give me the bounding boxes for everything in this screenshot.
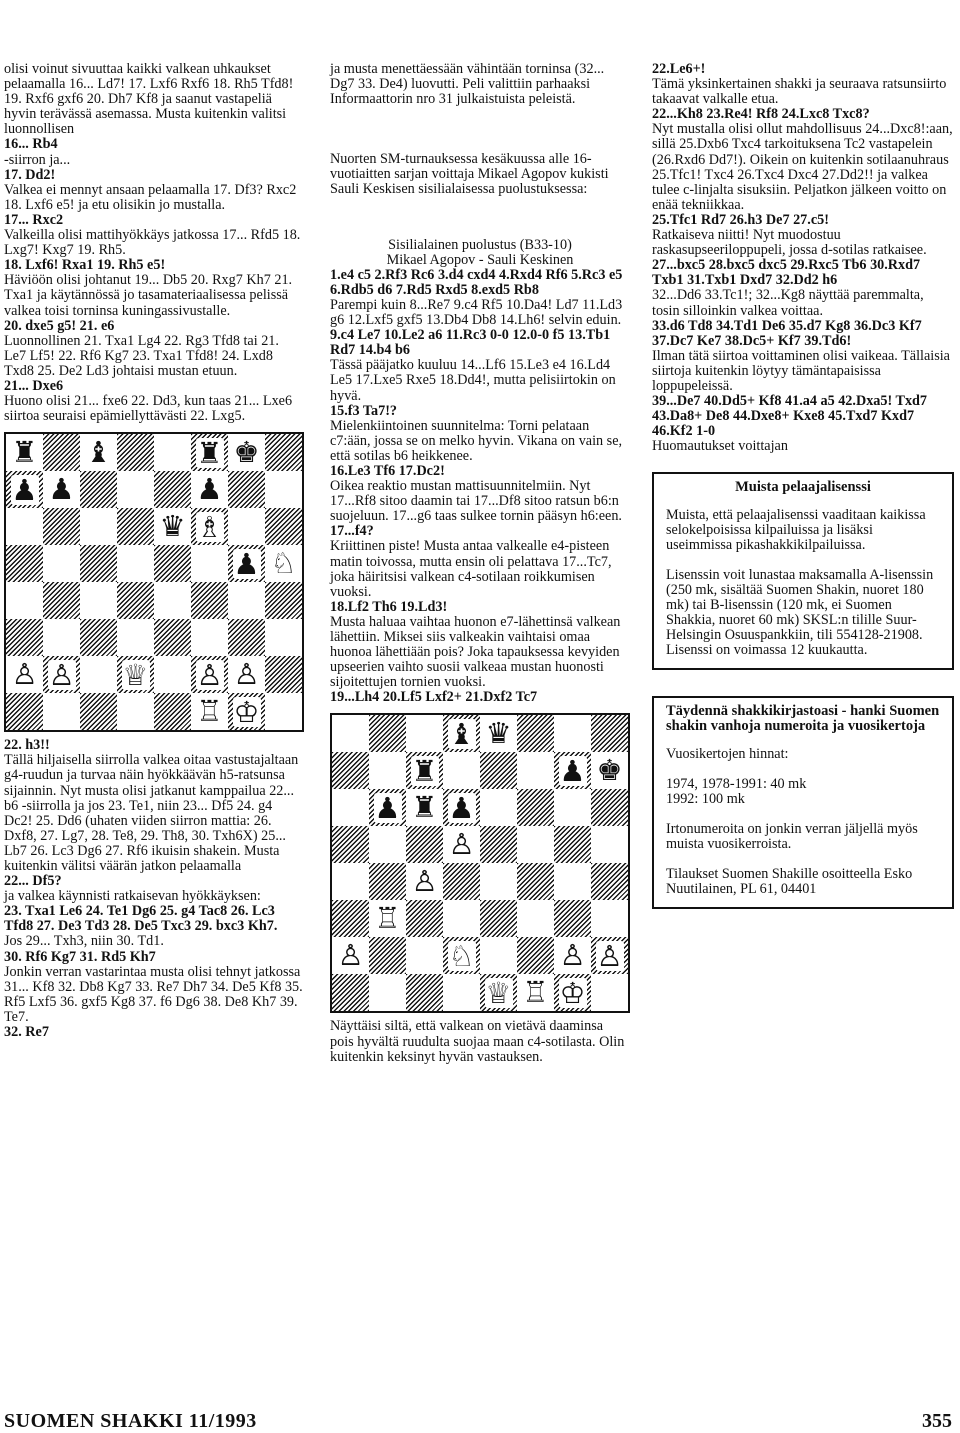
board-square — [265, 619, 302, 656]
board-square — [191, 582, 228, 619]
board-square — [80, 545, 117, 582]
chess-piece: ♙ — [233, 657, 260, 692]
board-square — [265, 508, 302, 545]
board-square — [6, 471, 43, 508]
board-square — [43, 471, 80, 508]
board-square — [591, 715, 628, 752]
board-square — [117, 545, 154, 582]
board-square — [406, 937, 443, 974]
paragraph: Nyt mustalla olisi ollut mahdollisuus 24...Dxc8!:aan, sillä 25.Dxb6 Txc4 tarkoituksena Tc2 vastapelein (26.Rxd6 Dd7!). Oikein on kuitenkin sotilaanuhraus 25.Tfc1! Txc4 26.Txc4 Dxc4 27.Dd2!! ja valkea tulee c-linjalta sisuksiin. Peljatkon jälkeen voitto on enää tekniikkaa. — [652, 121, 953, 213]
board-square — [332, 974, 369, 1011]
paragraph: Tässä pääjatko kuuluu 14...Lf6 15.Le3 e4 16.Ld4 Le5 17.Lxe5 Rxe5 18.Dd4!, mutta pelisiirtokin on hyvä. — [330, 357, 616, 404]
chess-piece: ♗ — [196, 509, 223, 544]
board-square — [265, 545, 302, 582]
board-square — [369, 863, 406, 900]
chess-piece: ♝ — [85, 435, 112, 470]
paragraph: Ratkaiseva niitti! Nyt muodostuu raskasupseeriloppupeli, jossa d-sotilas ratkaisee. — [652, 227, 927, 259]
board-square — [80, 471, 117, 508]
board-square — [228, 545, 265, 582]
move-line: 16.Le3 Tf6 17.Dc2! — [330, 462, 445, 479]
move-line: 21... Dxe6 — [4, 377, 64, 394]
board-square — [480, 900, 517, 937]
board-square — [480, 789, 517, 826]
board-square — [191, 619, 228, 656]
board-square — [117, 434, 154, 471]
board-square — [443, 715, 480, 752]
board-square — [154, 693, 191, 730]
paragraph: Valkeilla olisi mattihyökkäys jatkossa 17... Rfd5 18. Lxg7! Kxg7 19. Rh5. — [4, 227, 301, 259]
board-square — [43, 582, 80, 619]
move-line: 16... Rb4 — [4, 136, 58, 153]
board-square — [369, 900, 406, 937]
board-square — [43, 508, 80, 545]
board-square — [265, 693, 302, 730]
price-line: 1974, 1978-1991: 40 mk — [666, 775, 807, 792]
move-line: 15.f3 Ta7!? — [330, 402, 398, 419]
board-square — [332, 826, 369, 863]
game-opening: Sisilialainen puolustus (B33-10) — [388, 236, 572, 253]
board-square — [369, 715, 406, 752]
page-number: 355 — [922, 1410, 952, 1432]
paragraph: Parempi kuin 8...Re7 9.c4 Rf5 10.Da4! Ld7 11.Ld3 g6 12.Lxf5 gxf5 13.Db4 Db8 14.Lh6! selvin eduin. — [330, 296, 623, 329]
board-square — [443, 937, 480, 974]
chess-piece: ♟ — [11, 472, 38, 507]
board-square — [265, 582, 302, 619]
board-square — [191, 545, 228, 582]
board-square — [191, 471, 228, 508]
board-square — [6, 619, 43, 656]
paragraph: Irtonumeroita on jonkin verran jäljellä myös muista vuosikerroista. — [666, 820, 918, 852]
board-square — [332, 715, 369, 752]
board-square — [554, 974, 591, 1011]
chess-piece: ♙ — [448, 827, 475, 862]
board-square — [554, 752, 591, 789]
chess-piece: ♕ — [485, 975, 512, 1010]
board-square — [332, 752, 369, 789]
board-square — [517, 752, 554, 789]
move-line: 22.Le6+! — [652, 61, 706, 77]
paragraph: Tilaukset Suomen Shakille osoitteella Esko Nuutilainen, PL 61, 04401 — [666, 866, 913, 898]
paragraph: Lisenssin voit lunastaa maksamalla A-lisenssin (250 mk, sisältää Suomen Shakin, nuoret 180 mk) tai B-lisenssin (120 mk, ei Suomen Shakkia, nuoret 60 mk) SKSL:n tilille Suur-Helsingin Osuuspankkiin, tili 554128-21908. Lisenssi on voimassa 12 kuukautta. — [666, 566, 934, 659]
move-line: 17. Dd2! — [4, 166, 56, 183]
paragraph: Kriittinen piste! Musta antaa valkealle e4-pisteen matin toivossa, mutta ensin oli pelattava 17...Tc7, joka häiritsisi valkean c4-sotilaan roikkumisen vuoksi. — [330, 538, 612, 600]
board-square — [369, 752, 406, 789]
move-line: 32. Re7 — [4, 1024, 49, 1041]
board-square — [191, 656, 228, 693]
paragraph: Jos 29... Txh3, niin 30. Td1. — [4, 933, 164, 950]
price-line: 1992: 100 mk — [666, 790, 745, 807]
chess-piece: ♙ — [596, 938, 623, 973]
board-square — [117, 582, 154, 619]
paragraph: Huomautukset voittajan — [652, 438, 788, 455]
paragraph: Tällä hiljaisella siirrolla valkea oitaa vastustajaltaan g4-ruudun ja turvaa näin hyökkäävän h5-ratsunsa sijainnin. Nyt musta olisi jatkanut kamppailua 22... b6 -siirrolla ja jos 23. Te1, niin 23... Df5 24. g4 Dc2! 25. Dd6 (uhaten viiden siirron mattia: 26. Dxf8, 27. Lg7, 28. Te8, 29. Th8, 30. Txh6X) 25... Lb7 26. Lc3 Dg6 27. Rf6 ikuisin shakein. Musta kuitenkin välitsi väärän jatkon pelaamalla — [4, 752, 299, 874]
board-square — [480, 937, 517, 974]
paragraph: Luonnollinen 21. Txa1 Lg4 22. Rg3 Tfd8 tai 21. Le7 Lf5! 22. Rf6 Kg7 23. Txa1 Tfd8! 24. Lxd8 Txd8 25. De2 Ld3 johtaisi mustan etuun. — [4, 332, 279, 379]
board-square — [554, 937, 591, 974]
paragraph: 32...Dd6 33.Tc1!; 32...Kg8 näyttää paremmalta, tosin silloinkin valkea voittaa. — [652, 287, 924, 319]
move-line: 17... Rxc2 — [4, 211, 64, 228]
board-square — [591, 752, 628, 789]
board-square — [228, 582, 265, 619]
board-square — [517, 789, 554, 826]
board-square — [228, 471, 265, 508]
chess-piece: ♜ — [411, 790, 438, 825]
chess-piece: ♟ — [233, 546, 260, 581]
board-square — [6, 508, 43, 545]
board-square — [591, 826, 628, 863]
board-square — [80, 619, 117, 656]
move-line: 27...bxc5 28.bxc5 dxc5 29.Rxc5 Tb6 30.Rxd7 Txb1 31.Txb1 Dxd7 32.Dd2 h6 — [652, 257, 921, 289]
board-square — [443, 789, 480, 826]
board-square — [154, 545, 191, 582]
move-line: 23. Txa1 Le6 24. Te1 Dg6 25. g4 Tac8 26. Lc3 Tfd8 27. De3 Td3 28. De5 Txc3 29. bxc3 Kh7. — [4, 903, 278, 935]
paragraph: Huono olisi 21... fxe6 22. Dd3, kun taas 21... Lxe6 siirtoa seuraisi epämiellyttävästi 22. Lxg5. — [4, 393, 293, 425]
board-square — [332, 789, 369, 826]
chess-piece: ♟ — [374, 790, 401, 825]
board-square — [154, 656, 191, 693]
paragraph: -siirron ja... — [4, 151, 71, 168]
board-square — [369, 974, 406, 1011]
board-square — [517, 974, 554, 1011]
board-square — [480, 752, 517, 789]
chess-diagram — [330, 713, 630, 1013]
board-square — [369, 826, 406, 863]
board-square — [517, 715, 554, 752]
board-square — [443, 826, 480, 863]
board-square — [332, 900, 369, 937]
board-square — [369, 937, 406, 974]
move-line: 1.e4 c5 2.Rf3 Rc6 3.d4 cxd4 4.Rxd4 Rf6 5.Rc3 e5 6.Rdb5 d6 7.Rd5 Rxd5 8.exd5 Rb8 — [330, 266, 623, 298]
board-square — [228, 434, 265, 471]
chess-piece: ♙ — [196, 657, 223, 692]
board-square — [443, 974, 480, 1011]
chess-piece: ♜ — [196, 435, 223, 470]
move-line: 30. Rf6 Kg7 31. Rd5 Kh7 — [4, 948, 156, 965]
board-square — [154, 471, 191, 508]
board-square — [443, 863, 480, 900]
board-square — [228, 508, 265, 545]
board-square — [191, 434, 228, 471]
license-notice-box — [652, 472, 954, 670]
board-square — [517, 863, 554, 900]
chess-piece: ♖ — [196, 694, 223, 729]
board-square — [80, 582, 117, 619]
chess-piece: ♝ — [448, 716, 475, 751]
move-line: 20. dxe5 g5! 21. e6 — [4, 317, 115, 334]
move-line: 33.d6 Td8 34.Td1 De6 35.d7 Kg8 36.Dc3 Kf7 37.Dc7 Ke7 38.Dc5+ Kf7 39.Td6! — [652, 317, 922, 349]
board-square — [406, 826, 443, 863]
move-line: 17...f4? — [330, 523, 374, 540]
chess-piece: ♚ — [596, 753, 623, 788]
board-square — [332, 863, 369, 900]
magazine-footer: SUOMEN SHAKKI 11/1993 — [4, 1410, 257, 1432]
paragraph: Oikea reaktio mustan mattisuunnitelmiin. Nyt 17...Rf8 sitoo daamin tai 17...Df8 sitoo ratsun b6:n suojeluun. 17...g6 taas sulkee tornin pääsyn h6:een. — [330, 478, 622, 525]
board-square — [6, 434, 43, 471]
board-square — [265, 471, 302, 508]
board-square — [191, 508, 228, 545]
board-square — [591, 789, 628, 826]
board-square — [43, 693, 80, 730]
board-square — [154, 508, 191, 545]
paragraph: Vuosikertojen hinnat: — [666, 745, 789, 762]
board-square — [591, 937, 628, 974]
paragraph: Valkea ei mennyt ansaan pelaamalla 17. Df3? Rxc2 18. Lxf6 e5! ja etu olisikin jo mustalla. — [4, 181, 297, 213]
board-square — [332, 937, 369, 974]
paragraph: olisi voinut sivuuttaa kaikki valkean uhkaukset pelaamalla 16... Ld7! 17. Lxf6 Rxf6 18. Rh5 Tfd8! 19. Rxf6 gxf6 20. Dh7 Kf8 ja saanut vastapeliä hyvin terävässä asemassa. Musta kuitenkin valitsi luonnollisen — [4, 61, 294, 138]
board-square — [554, 900, 591, 937]
board-square — [406, 863, 443, 900]
board-square — [554, 789, 591, 826]
board-square — [80, 434, 117, 471]
board-square — [591, 863, 628, 900]
board-square — [443, 900, 480, 937]
chess-piece: ♕ — [122, 657, 149, 692]
board-square — [406, 900, 443, 937]
board-square — [369, 789, 406, 826]
board-square — [80, 656, 117, 693]
paragraph: Ilman tätä siirtoa voittaminen olisi vaikeaa. Tällaisia siirtoja kuitenkin löytyy tämäntapaisissa loppupeleissä. — [652, 347, 950, 394]
move-line: 39...De7 40.Dd5+ Kf8 41.a4 a5 42.Dxa5! Txd7 43.Da8+ De8 44.Dxe8+ Kxe8 45.Txd7 Kxd7 46.Kf2 1-0 — [652, 393, 928, 440]
board-square — [480, 863, 517, 900]
board-square — [6, 545, 43, 582]
board-square — [154, 582, 191, 619]
board-square — [517, 937, 554, 974]
board-square — [517, 900, 554, 937]
game-players: Mikael Agopov - Sauli Keskinen — [386, 251, 574, 268]
chess-piece: ♔ — [233, 694, 260, 729]
chess-piece: ♚ — [233, 435, 260, 470]
chess-piece: ♛ — [159, 509, 186, 544]
board-square — [406, 752, 443, 789]
chess-piece: ♘ — [448, 938, 475, 973]
back-issues-box — [652, 696, 954, 909]
paragraph: ja musta menettäessään vähintään torninsa (32... Dg7 33. De4) luovutti. Peli valittiin parhaaksi Informaattorin nro 31 julkaistuista peleistä. — [330, 61, 605, 108]
chess-diagram — [4, 432, 304, 732]
paragraph: Häviöön olisi johtanut 19... Db5 20. Rxg7 Kh7 21. Txa1 ja käytännössä jo tasamateriaalisessa pelissä valkea toisi torninsa kuningassivustalle. — [4, 272, 293, 319]
board-square — [228, 693, 265, 730]
board-square — [554, 826, 591, 863]
move-line: 22...Kh8 23.Re4! Rf8 24.Lxc8 Txc8? — [652, 106, 870, 123]
paragraph: ja valkea käynnisti ratkaisevan hyökkäyksen: — [4, 888, 261, 905]
board-square — [43, 545, 80, 582]
chess-piece: ♙ — [11, 657, 38, 692]
board-square — [406, 715, 443, 752]
chess-piece: ♔ — [559, 975, 586, 1010]
chess-piece: ♖ — [522, 975, 549, 1010]
chess-piece: ♟ — [196, 472, 223, 507]
board-square — [117, 471, 154, 508]
move-line: 25.Tfc1 Rd7 26.h3 De7 27.c5! — [652, 211, 829, 228]
board-square — [117, 656, 154, 693]
board-square — [554, 863, 591, 900]
board-square — [443, 752, 480, 789]
board-square — [228, 619, 265, 656]
paragraph: Mielenkiintoinen suunnitelma: Torni pelataan c7:ään, jossa se on melko hyvin. Vikana on vain se, että sotilas b6 heikkenee. — [330, 417, 623, 464]
board-square — [480, 826, 517, 863]
chess-piece: ♙ — [48, 657, 75, 692]
chess-piece: ♖ — [374, 901, 401, 936]
box-title: Täydennä shakkikirjastoasi - hanki Suomen shakin vanhoja numeroita ja vuosikertoja — [666, 703, 940, 735]
paragraph: Muista, että pelaajalisenssi vaaditaan kaikissa selokelpoisissa kilpailuissa ja lisäksi useimmissa pikashakkikilpailuissa. — [666, 506, 926, 553]
box-title: Muista pelaajalisenssi — [735, 479, 871, 496]
board-square — [80, 508, 117, 545]
move-line: 22... Df5? — [4, 873, 62, 890]
board-square — [117, 619, 154, 656]
board-square — [43, 656, 80, 693]
board-square — [117, 508, 154, 545]
board-square — [406, 789, 443, 826]
board-square — [591, 900, 628, 937]
chess-piece: ♙ — [559, 938, 586, 973]
board-square — [517, 826, 554, 863]
move-line: 19...Lh4 20.Lf5 Lxf2+ 21.Dxf2 Tc7 — [330, 689, 538, 706]
board-square — [191, 693, 228, 730]
board-square — [265, 434, 302, 471]
column-middle — [330, 62, 630, 1065]
board-square — [228, 656, 265, 693]
chess-piece: ♜ — [11, 435, 38, 470]
board-square — [6, 656, 43, 693]
chess-piece: ♜ — [411, 753, 438, 788]
board-square — [154, 434, 191, 471]
board-square — [591, 974, 628, 1011]
chess-piece: ♙ — [337, 938, 364, 973]
board-square — [6, 693, 43, 730]
board-square — [480, 974, 517, 1011]
board-square — [554, 715, 591, 752]
board-square — [480, 715, 517, 752]
chess-piece: ♘ — [270, 546, 297, 581]
board-square — [406, 974, 443, 1011]
board-square — [80, 693, 117, 730]
board-square — [6, 582, 43, 619]
move-line: 18. Lxf6! Rxa1 19. Rh5 e5! — [4, 257, 166, 274]
chess-piece: ♛ — [485, 716, 512, 751]
chess-piece: ♟ — [48, 472, 75, 507]
paragraph: Nuorten SM-turnauksessa kesäkuussa alle 16-vuotiaitten sarjan voittaja Mikael Agopov kukisti Sauli Keskisen sisilialaisessa puolustuksessa: — [330, 151, 609, 198]
board-square — [43, 619, 80, 656]
chess-piece: ♟ — [559, 753, 586, 788]
move-line: 9.c4 Le7 10.Le2 a6 11.Rc3 0-0 12.0-0 f5 13.Tb1 Rd7 14.b4 b6 — [330, 327, 611, 359]
column-right — [652, 62, 954, 909]
column-left — [4, 62, 304, 1040]
board-square — [265, 656, 302, 693]
paragraph: Näyttäisi siltä, että valkean on vietävä daaminsa pois hyvältä ruudulta suojaa maan c4-sotilasta. Olin kuitenkin keksinyt hyvän vastauksen. — [330, 1018, 625, 1065]
board-square — [43, 434, 80, 471]
paragraph: Musta haluaa vaihtaa huonon e7-lähettinsä valkean lähettiin. Miksei siis valkeakin vaihtaisi omaa huonoa lähettiään pois? Joka tapauksessa kevyiden upseerien vaihto suosii valkeaa mustan huonosti sijoitettujen tornien vuoksi. — [330, 613, 621, 691]
move-line: 22. h3!! — [4, 737, 50, 754]
paragraph: Jonkin verran vastarintaa musta olisi tehnyt jatkossa 31... Kf8 32. Db8 Kg7 33. Re7 Dh7 34. De5 Kf8 35. Rf5 Lxf5 36. gxf5 Kg8 37. f6 Dg6 38. De8 Kh7 39. Te7. — [4, 963, 303, 1025]
chess-piece: ♟ — [448, 790, 475, 825]
move-line: 18.Lf2 Th6 19.Ld3! — [330, 598, 448, 615]
board-square — [117, 693, 154, 730]
paragraph: Tämä yksinkertainen shakki ja seuraava ratsunsiirto takaavat valkalle etua. — [652, 76, 947, 108]
board-square — [154, 619, 191, 656]
chess-piece: ♙ — [411, 864, 438, 899]
